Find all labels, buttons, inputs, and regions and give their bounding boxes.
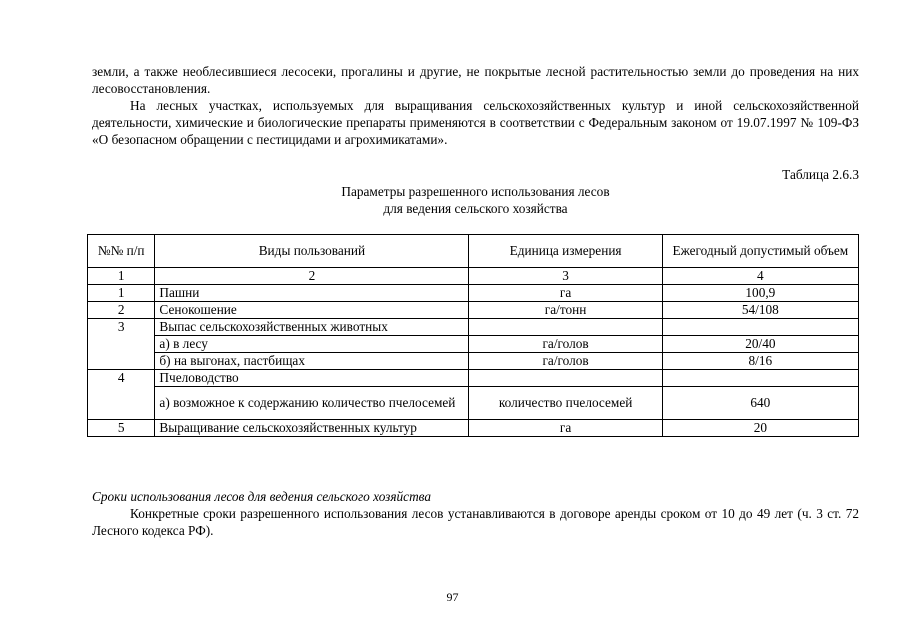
header-volume: Ежегодный допустимый объем [662, 235, 858, 268]
row-volume: 8/16 [662, 353, 858, 370]
paragraph-chemicals: На лесных участках, используемых для выращивания сельскохозяйственных культур и иной сельскохозяйственной деятельности, химические и биологические препараты применяются в соответствии с Федеральным законом от 19.07.1997 № 109-ФЗ «О безопасном обращении с пестицидами и агрохимикатами». [92, 98, 859, 147]
row-unit: га/тонн [469, 302, 662, 319]
table-row [88, 353, 859, 370]
table-row [88, 370, 859, 387]
row-num: 2 [88, 302, 155, 319]
row-unit [469, 319, 662, 336]
table-row [88, 420, 859, 437]
row-kind: а) в лесу [155, 336, 469, 353]
paragraph-terms: Конкретные сроки разрешенного использования лесов устанавливаются в договоре аренды сроком от 10 до 49 лет (ч. 3 ст. 72 Лесного кодекса РФ). [92, 506, 859, 538]
row-kind: Пчеловодство [155, 370, 469, 387]
row-volume [662, 319, 858, 336]
col-number-3: 3 [469, 268, 662, 285]
row-volume: 20/40 [662, 336, 858, 353]
table-caption-line-2: для ведения сельского хозяйства [383, 201, 568, 216]
row-kind: а) возможное к содержанию количество пчелосемей [155, 387, 469, 420]
col-number-1: 1 [88, 268, 155, 285]
row-kind: б) на выгонах, пастбищах [155, 353, 469, 370]
row-unit: га/голов [469, 353, 662, 370]
table-header-row [88, 235, 859, 268]
table-row [88, 387, 859, 420]
table-caption [92, 183, 859, 217]
col-number-4: 4 [662, 268, 858, 285]
row-unit: га/голов [469, 336, 662, 353]
row-volume: 54/108 [662, 302, 858, 319]
row-num: 5 [88, 420, 155, 437]
parameters-table [87, 234, 859, 437]
header-num: №№ п/п [88, 235, 155, 268]
row-volume [662, 370, 858, 387]
header-unit: Единица измерения [469, 235, 662, 268]
table-row [88, 302, 859, 319]
section-heading: Сроки использования лесов для ведения сельского хозяйства [92, 489, 432, 504]
page-number: 97 [446, 590, 459, 604]
table-row [88, 285, 859, 302]
row-kind: Выпас сельскохозяйственных животных [155, 319, 469, 336]
table-caption-line-1: Параметры разрешенного использования лесов [341, 184, 610, 199]
row-num: 3 [88, 319, 155, 370]
row-volume: 20 [662, 420, 858, 437]
paragraph-land-definition: земли, а также необлесившиеся лесосеки, прогалины и другие, не покрытые лесной растительностью земли до проведения на них лесовосстановления. [92, 64, 859, 96]
row-unit: га [469, 420, 662, 437]
row-kind: Пашни [155, 285, 469, 302]
header-kind: Виды пользований [155, 235, 469, 268]
row-volume: 640 [662, 387, 858, 420]
table-row [88, 319, 859, 336]
table-row [88, 336, 859, 353]
col-number-2: 2 [155, 268, 469, 285]
table-number: Таблица 2.6.3 [782, 167, 859, 182]
row-unit [469, 370, 662, 387]
row-kind: Сенокошение [155, 302, 469, 319]
column-number-row [88, 268, 859, 285]
row-unit: количество пчелосемей [469, 387, 662, 420]
row-volume: 100,9 [662, 285, 858, 302]
row-num: 1 [88, 285, 155, 302]
row-kind: Выращивание сельскохозяйственных культур [155, 420, 469, 437]
row-num: 4 [88, 370, 155, 420]
row-unit: га [469, 285, 662, 302]
